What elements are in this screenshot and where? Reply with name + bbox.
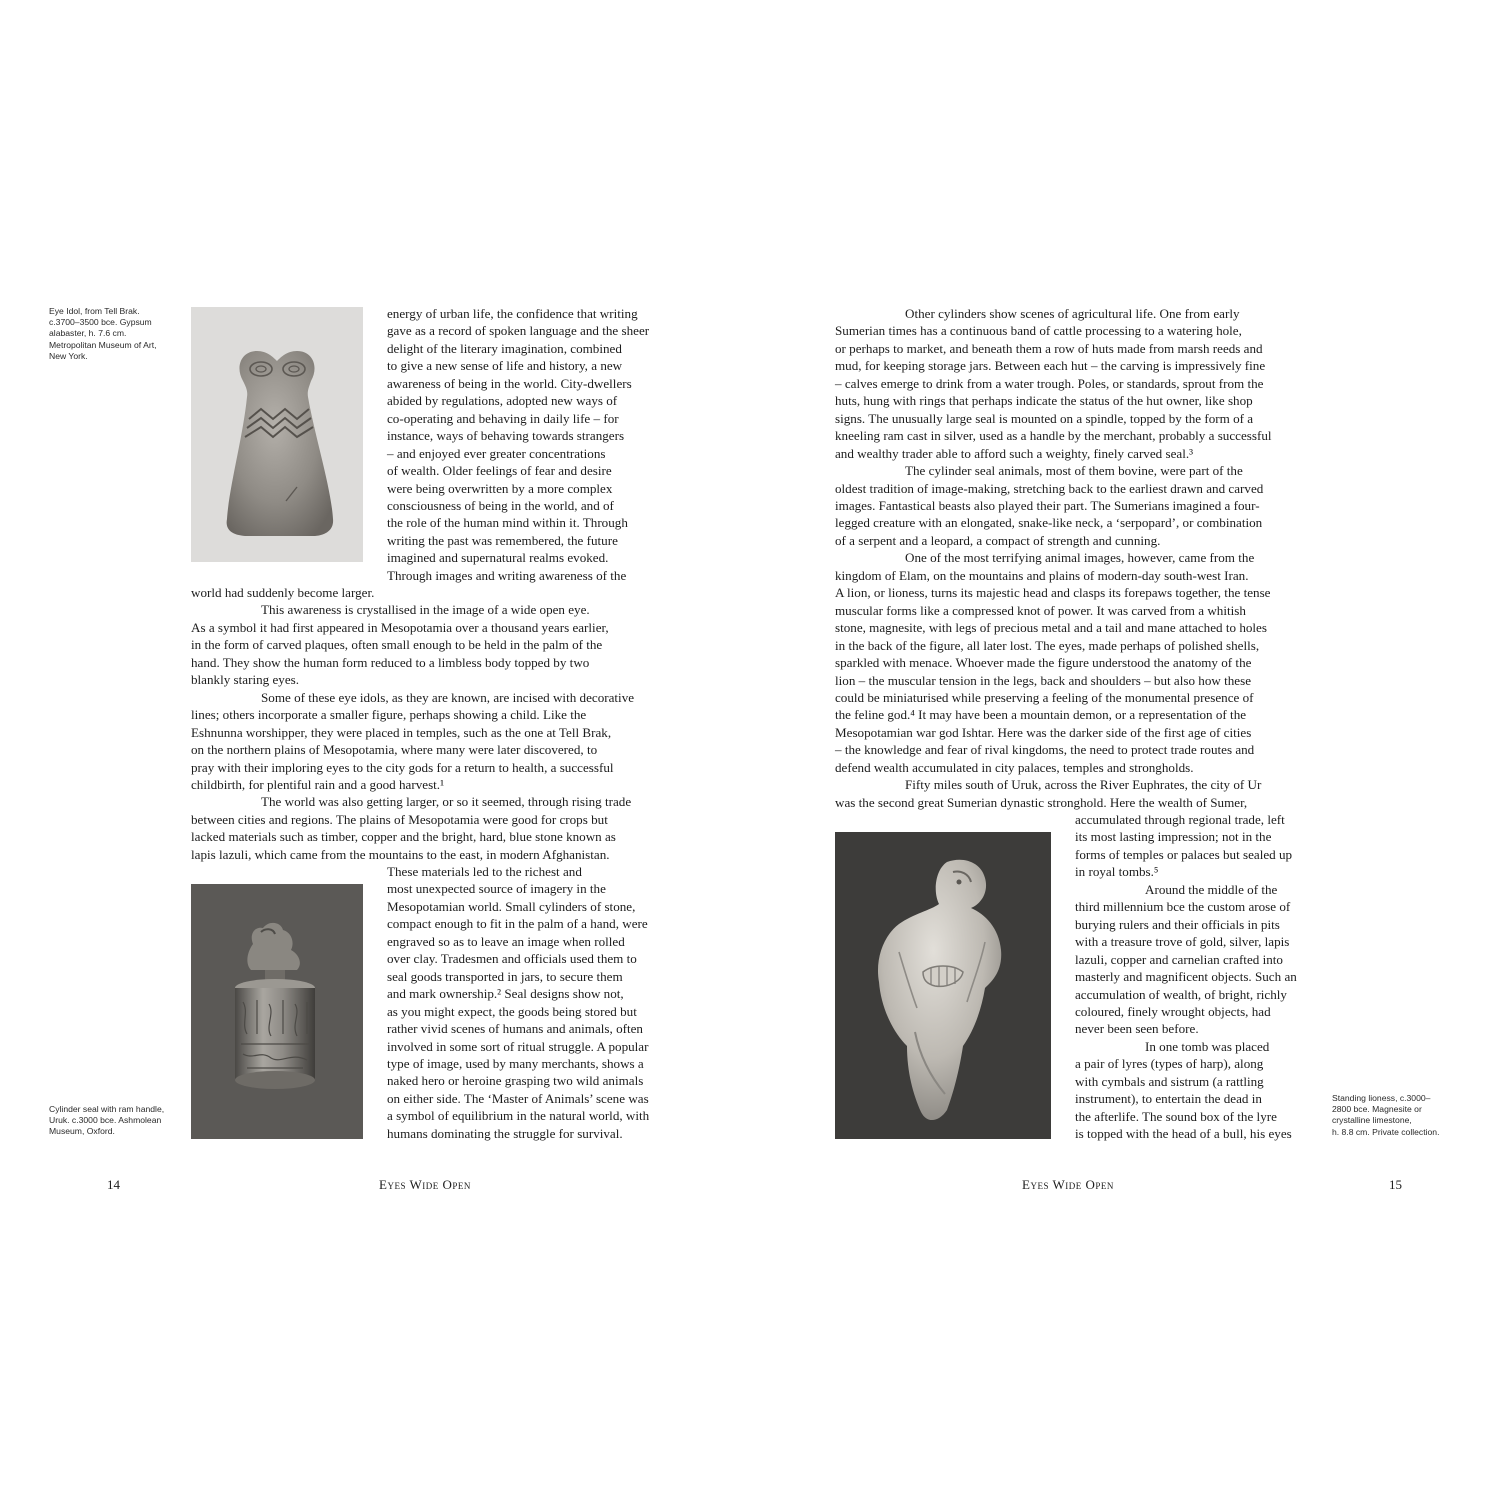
text-line: writing the past was remembered, the future (387, 532, 618, 548)
text-line: Mesopotamian world. Small cylinders of stone, (387, 898, 636, 914)
text-line: most unexpected source of imagery in the (387, 881, 606, 897)
text-line: instance, ways of behaving towards strangers (387, 428, 625, 444)
text-line: instrument), to entertain the dead in (1075, 1091, 1262, 1107)
caption-line: h. 8.8 cm. Private collection. (1332, 1126, 1440, 1137)
caption-line: Cylinder seal with ram handle, (49, 1104, 165, 1114)
text-line: of a serpent and a leopard, a compact of strength and cunning. (835, 532, 1161, 548)
text-line: in the form of carved plaques, often small enough to be held in the palm of the (191, 637, 603, 653)
text-line: In one tomb was placed (1145, 1038, 1270, 1054)
text-line: kneeling ram cast in silver, used as a handle by the merchant, probably a successful (835, 428, 1272, 444)
running-head-text: Eyes Wide Open (1022, 1177, 1114, 1192)
text-line: forms of temples or palaces but sealed up (1075, 846, 1293, 862)
caption-line: 2800 bce. Magnesite or (1332, 1104, 1422, 1115)
caption-line: alabaster, h. 7.6 cm. (49, 328, 127, 339)
caption-cylinder-seal (49, 1104, 164, 1138)
text-line: lines; others incorporate a smaller figure, perhaps showing a child. Like the (191, 707, 587, 723)
text-line: consciousness of being in the world, and of (387, 497, 614, 513)
caption-standing-lioness (1332, 1093, 1439, 1138)
text-line: and wealthy trader able to afford such a weighty, finely carved seal.³ (835, 445, 1194, 461)
text-line: in the back of the figure, all later lost. The eyes, made perhaps of polished shells, (835, 637, 1260, 653)
text-line: third millennium bce the custom arose of (1075, 899, 1291, 915)
caption-line: Uruk. c.3000 bce. Ashmolean (49, 1115, 162, 1126)
text-line: Mesopotamian war god Ishtar. Here was the darker side of the first age of cities (835, 724, 1252, 740)
text-line: defend wealth accumulated in city palaces, temples and strongholds. (835, 759, 1194, 775)
text-line: muscular forms like a compressed knot of power. It was carved from a whitish (835, 602, 1246, 618)
left-text-block-2 (191, 584, 634, 863)
text-line: lapis lazuli, which came from the mountains to the east, in modern Afghanistan. (191, 846, 610, 862)
text-line: compact enough to fit in the palm of a hand, were (387, 916, 648, 932)
text-line: Around the middle of the (1145, 881, 1278, 897)
text-line: with cymbals and sistrum (a rattling (1075, 1073, 1264, 1089)
text-line: rather vivid scenes of humans and animals, often (387, 1021, 643, 1037)
text-line: huts, hung with rings that perhaps indicate the status of the hut owner, like shop (835, 393, 1253, 409)
standing-lioness-photo (835, 832, 1051, 1139)
caption-line: New York. (49, 350, 88, 361)
caption-line: Museum, Oxford. (49, 1126, 115, 1137)
text-line: or perhaps to market, and beneath them a row of huts made from marsh reeds and (835, 340, 1263, 356)
text-line: kingdom of Elam, on the mountains and plains of modern-day south-west Iran. (835, 567, 1249, 583)
text-line: lazuli, copper and carnelian crafted into (1075, 951, 1283, 967)
text-line: of wealth. Older feelings of fear and desire (387, 463, 612, 479)
left-page-number: 14 (107, 1177, 120, 1192)
text-line: signs. The unusually large seal is mounted on a spindle, topped by the form of a (835, 410, 1254, 426)
text-line: childbirth, for plentiful rain and a good harvest.¹ (191, 776, 445, 792)
text-line: images. Fantastical beasts also played their part. The Sumerians imagined a four- (835, 497, 1260, 513)
text-line: and mark ownership.² Seal designs show not, (387, 986, 624, 1002)
text-line: the feline god.⁴ It may have been a mountain demon, or a representation of the (835, 707, 1247, 723)
text-line: as you might expect, the goods being stored but (387, 1003, 637, 1019)
text-line: Eshnunna worshipper, they were placed in temples, such as the one at Tell Brak, (191, 724, 612, 740)
text-line: awareness of being in the world. City-dwellers (387, 375, 632, 391)
text-line: type of image, used by many merchants, shows a (387, 1055, 644, 1071)
text-line: pray with their imploring eyes to the city gods for a return to health, a successful (191, 759, 614, 775)
text-line: in royal tombs.⁵ (1075, 864, 1159, 880)
text-line: engraved so as to leave an image when rolled (387, 933, 625, 949)
text-line: lion – the muscular tension in the legs, back and shoulders – but also how these (835, 672, 1252, 688)
right-text-block-2 (1075, 811, 1297, 1143)
right-page-number: 15 (1389, 1177, 1402, 1192)
caption-line: Metropolitan Museum of Art, (49, 339, 157, 350)
text-line: A lion, or lioness, turns its majestic head and clasps its forepaws together, the tense (835, 585, 1271, 601)
eye-idol-photo (191, 307, 363, 562)
text-line: Other cylinders show scenes of agricultural life. One from early (905, 306, 1240, 321)
text-line: Fifty miles south of Uruk, across the River Euphrates, the city of Ur (905, 777, 1262, 793)
left-text-block-1 (387, 305, 649, 584)
cylinder-seal-photo (191, 884, 363, 1139)
text-line: its most lasting impression; not in the (1075, 829, 1272, 845)
right-running-head (1022, 1177, 1114, 1193)
text-line: could be miniaturised while preserving a feeling of the monumental presence of (835, 689, 1254, 705)
text-line: One of the most terrifying animal images, however, came from the (905, 550, 1255, 566)
text-line: As a symbol it had first appeared in Mesopotamia over a thousand years earlier, (191, 619, 609, 635)
text-line: accumulated through regional trade, left (1075, 812, 1285, 827)
text-line: Sumerian times has a continuous band of cattle processing to a watering hole, (835, 323, 1242, 339)
text-line: delight of the literary imagination, combined (387, 340, 622, 356)
left-text-block-3 (387, 863, 649, 1142)
text-line: – the knowledge and fear of rival kingdoms, the need to protect trade routes and (835, 742, 1255, 758)
text-line: stone, magnesite, with legs of precious metal and a tail and mane attached to holes (835, 620, 1267, 636)
text-line: world had suddenly become larger. (191, 585, 375, 600)
text-line: is topped with the head of a bull, his eyes (1075, 1126, 1292, 1142)
caption-line: Eye Idol, from Tell Brak. (49, 306, 140, 316)
text-line: naked hero or heroine grasping two wild animals (387, 1073, 644, 1089)
text-line: This awareness is crystallised in the image of a wide open eye. (261, 602, 590, 618)
text-line: to give a new sense of life and history, a new (387, 358, 623, 374)
text-line: burying rulers and their officials in pits (1075, 916, 1280, 932)
text-line: – calves emerge to drink from a water trough. Poles, or standards, sprout from the (835, 375, 1264, 391)
caption-eye-idol (49, 306, 156, 362)
text-line: imagined and supernatural realms evoked. (387, 550, 609, 566)
text-line: The world was also getting larger, or so it seemed, through rising trade (261, 794, 632, 810)
text-line: blankly staring eyes. (191, 672, 299, 688)
text-line: masterly and magnificent objects. Such an (1075, 969, 1297, 985)
text-line: co-operating and behaving in daily life – for (387, 410, 619, 426)
text-line: were being overwritten by a more complex (387, 480, 613, 496)
text-line: oldest tradition of image-making, stretching back to the earliest drawn and carved (835, 480, 1264, 496)
text-line: involved in some sort of ritual struggle. A popular (387, 1038, 649, 1054)
running-head-text: Eyes Wide Open (379, 1177, 471, 1192)
text-line: a symbol of equilibrium in the natural world, with (387, 1108, 650, 1124)
caption-line: Standing lioness, c.3000– (1332, 1093, 1431, 1103)
text-line: the afterlife. The sound box of the lyre (1075, 1108, 1277, 1124)
right-text-block-1 (835, 305, 1272, 811)
text-line: – and enjoyed ever greater concentrations (387, 445, 606, 461)
text-line: seal goods transported in jars, to secure them (387, 968, 623, 984)
text-line: gave as a record of spoken language and the sheer (387, 323, 650, 339)
caption-line: c.3700–3500 bce. Gypsum (49, 317, 152, 328)
text-line: coloured, finely wrought objects, had (1075, 1003, 1271, 1019)
text-line: on the northern plains of Mesopotamia, where many were later discovered, to (191, 742, 598, 758)
left-running-head (379, 1177, 471, 1193)
text-line: a pair of lyres (types of harp), along (1075, 1056, 1264, 1072)
text-line: between cities and regions. The plains of Mesopotamia were good for crops but (191, 811, 608, 827)
text-line: hand. They show the human form reduced to a limbless body topped by two (191, 654, 590, 670)
text-line: accumulation of wealth, of bright, richly (1075, 986, 1287, 1002)
text-line: abided by regulations, adopted new ways of (387, 393, 618, 409)
text-line: on either side. The ‘Master of Animals’ scene was (387, 1090, 649, 1106)
text-line: with a treasure trove of gold, silver, lapis (1075, 934, 1290, 950)
text-line: humans dominating the struggle for survival. (387, 1125, 623, 1141)
text-line: legged creature with an elongated, snake-like neck, a ‘serpopard’, or combination (835, 515, 1263, 531)
caption-line: crystalline limestone, (1332, 1115, 1412, 1126)
text-line: mud, for keeping storage jars. Between each hut – the carving is impressively fine (835, 358, 1266, 374)
text-line: Through images and writing awareness of the (387, 567, 627, 583)
text-line: These materials led to the richest and (387, 864, 582, 879)
text-line: energy of urban life, the confidence that writing (387, 306, 638, 321)
text-line: lacked materials such as timber, copper and the bright, hard, blue stone known as (191, 829, 616, 845)
text-line: Some of these eye idols, as they are known, are incised with decorative (261, 689, 635, 705)
text-line: sparkled with menace. Whoever made the figure understood the anatomy of the (835, 655, 1252, 671)
text-line: over clay. Tradesmen and officials used them to (387, 951, 637, 967)
text-line: was the second great Sumerian dynastic stronghold. Here the wealth of Sumer, (835, 794, 1248, 810)
text-line: The cylinder seal animals, most of them bovine, were part of the (905, 463, 1243, 479)
text-line: never been seen before. (1075, 1021, 1199, 1037)
text-line: the role of the human mind within it. Through (387, 515, 628, 531)
